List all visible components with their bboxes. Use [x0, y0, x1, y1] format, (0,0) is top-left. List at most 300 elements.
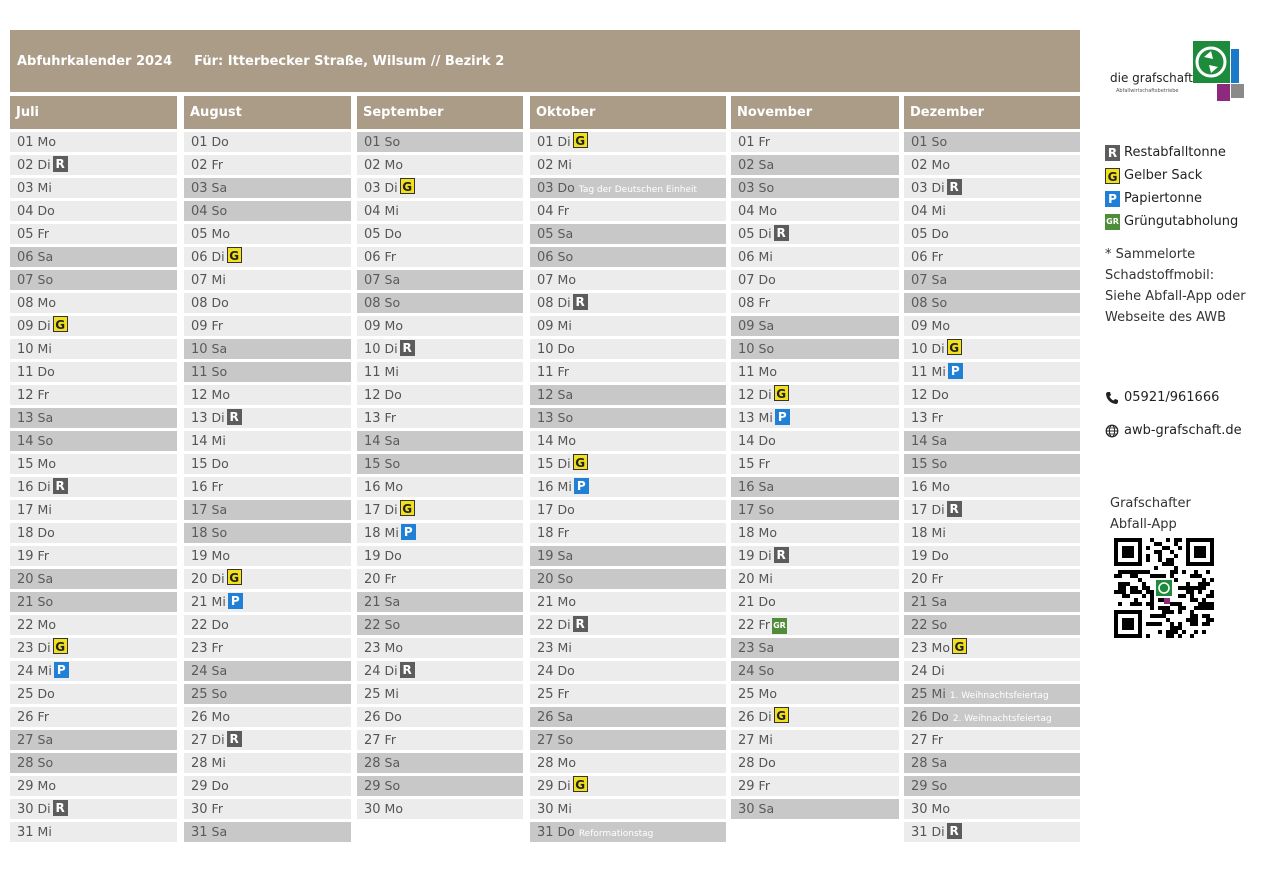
- legend-item: [1105, 164, 1238, 187]
- month-header: Dezember: [904, 96, 1080, 129]
- day-row: [904, 707, 1080, 727]
- weekday-label: Mi: [557, 318, 572, 333]
- day-number: 26: [364, 710, 381, 725]
- day-number: 01: [537, 135, 554, 150]
- day-row: [10, 293, 177, 313]
- day-row: [184, 385, 351, 405]
- weekday-label: Mo: [211, 387, 230, 402]
- day-number: 24: [738, 664, 755, 679]
- weekday-label: Do: [557, 502, 575, 517]
- day-row: [904, 799, 1080, 819]
- day-row: [904, 155, 1080, 175]
- day-number: 11: [17, 365, 34, 380]
- legend-badge-g: G: [1105, 168, 1120, 184]
- day-row: [731, 431, 899, 451]
- day-row: [731, 224, 899, 244]
- collection-badge-g: G: [952, 638, 967, 654]
- day-row: [357, 592, 523, 612]
- day-row: [731, 615, 899, 635]
- day-number: 24: [17, 664, 34, 679]
- day-row: [10, 178, 177, 198]
- day-row: [530, 500, 726, 520]
- day-row: [530, 155, 726, 175]
- holiday-note: 2. Weihnachtsfeiertag: [952, 714, 1052, 724]
- day-row: [184, 155, 351, 175]
- month-header: August: [184, 96, 351, 129]
- day-row: [731, 546, 899, 566]
- day-number: 07: [738, 273, 755, 288]
- weekday-label: Sa: [211, 341, 228, 356]
- collection-badge-g: G: [400, 500, 415, 516]
- note-line: * Sammelorte: [1105, 247, 1196, 262]
- day-number: 22: [364, 618, 381, 633]
- day-number: 20: [364, 572, 381, 587]
- day-number: 23: [537, 641, 554, 656]
- day-number: 13: [537, 411, 554, 426]
- day-row: [731, 569, 899, 589]
- weekday-label: Do: [758, 755, 776, 770]
- day-row: [184, 500, 351, 520]
- day-number: 02: [364, 158, 381, 173]
- website-link[interactable]: awb-grafschaft.de: [1124, 423, 1242, 438]
- month-column: [357, 96, 523, 822]
- day-row: [530, 247, 726, 267]
- day-number: 19: [17, 549, 34, 564]
- phone-icon: [1105, 391, 1119, 405]
- day-number: 07: [17, 273, 34, 288]
- weekday-label: Mi: [758, 732, 773, 747]
- day-row: [530, 339, 726, 359]
- day-number: 15: [364, 457, 381, 472]
- day-number: 18: [17, 526, 34, 541]
- collection-badge-r: R: [400, 662, 415, 678]
- day-row: [530, 707, 726, 727]
- day-row: [184, 822, 351, 842]
- day-number: 08: [911, 296, 928, 311]
- day-number: 28: [738, 756, 755, 771]
- day-row: [10, 454, 177, 474]
- collection-badge-g: G: [573, 454, 588, 470]
- day-row: [184, 730, 351, 750]
- day-row: [530, 408, 726, 428]
- weekday-label: Sa: [384, 594, 401, 609]
- weekday-label: Sa: [758, 157, 775, 172]
- day-number: 12: [911, 388, 928, 403]
- day-number: 04: [738, 204, 755, 219]
- day-number: 02: [537, 158, 554, 173]
- day-row: [731, 592, 899, 612]
- day-number: 31: [17, 825, 34, 840]
- day-row: [357, 155, 523, 175]
- day-row: [904, 132, 1080, 152]
- month-header: September: [357, 96, 523, 129]
- day-number: 25: [537, 687, 554, 702]
- weekday-label: Mo: [211, 709, 230, 724]
- day-number: 30: [537, 802, 554, 817]
- day-number: 26: [537, 710, 554, 725]
- weekday-label: Fr: [557, 364, 569, 379]
- weekday-label: Sa: [758, 479, 775, 494]
- app-label-line: Grafschafter: [1110, 496, 1191, 511]
- collection-badge-g: G: [947, 339, 962, 355]
- day-number: 26: [738, 710, 755, 725]
- day-row: [10, 316, 177, 336]
- day-number: 08: [191, 296, 208, 311]
- day-number: 26: [17, 710, 34, 725]
- day-row: [904, 316, 1080, 336]
- weekday-label: Mi: [557, 157, 572, 172]
- day-number: 20: [537, 572, 554, 587]
- weekday-label: So: [557, 249, 574, 264]
- collection-badge-r: R: [774, 547, 789, 563]
- weekday-label: Di: [211, 732, 225, 747]
- weekday-label: So: [211, 203, 228, 218]
- weekday-label: Di: [211, 571, 225, 586]
- legend-label: Papiertonne: [1124, 191, 1202, 206]
- day-number: 15: [738, 457, 755, 472]
- day-row: [731, 247, 899, 267]
- weekday-label: Fr: [384, 249, 396, 264]
- day-row: [904, 822, 1080, 842]
- day-row: [731, 454, 899, 474]
- day-number: 05: [364, 227, 381, 242]
- qr-code-icon[interactable]: [1114, 538, 1214, 638]
- day-row: [731, 178, 899, 198]
- weekday-label: Do: [557, 341, 575, 356]
- day-row: [904, 500, 1080, 520]
- day-number: 30: [191, 802, 208, 817]
- note-line: Webseite des AWB: [1105, 310, 1227, 325]
- weekday-label: Sa: [557, 387, 574, 402]
- day-row: [184, 362, 351, 382]
- weekday-label: Mo: [37, 617, 56, 632]
- day-number: 29: [911, 779, 928, 794]
- weekday-label: Di: [211, 249, 225, 264]
- brand-subtitle: Abfallwirtschaftsbetriebe: [1116, 88, 1179, 94]
- day-number: 31: [537, 825, 554, 840]
- day-row: [184, 454, 351, 474]
- month-column: [184, 96, 351, 845]
- weekday-label: So: [211, 686, 228, 701]
- app-label: [1110, 493, 1230, 535]
- day-row: [10, 799, 177, 819]
- month-column: [10, 96, 177, 845]
- day-number: 07: [537, 273, 554, 288]
- day-row: [530, 753, 726, 773]
- weekday-label: So: [931, 617, 948, 632]
- day-number: 25: [911, 687, 928, 702]
- day-row: [357, 247, 523, 267]
- day-number: 04: [364, 204, 381, 219]
- weekday-label: Mi: [37, 502, 52, 517]
- day-row: [530, 178, 726, 198]
- day-row: [10, 155, 177, 175]
- weekday-label: Mo: [37, 456, 56, 471]
- day-number: 11: [364, 365, 381, 380]
- day-row: [10, 270, 177, 290]
- weekday-label: Mo: [758, 364, 777, 379]
- day-row: [10, 523, 177, 543]
- day-number: 24: [191, 664, 208, 679]
- day-number: 24: [364, 664, 381, 679]
- weekday-label: Mo: [211, 226, 230, 241]
- day-number: 09: [537, 319, 554, 334]
- weekday-label: Sa: [931, 272, 948, 287]
- day-row: [184, 661, 351, 681]
- collection-badge-p: P: [228, 593, 243, 609]
- weekday-label: Di: [384, 180, 398, 195]
- day-row: [530, 546, 726, 566]
- collection-badge-r: R: [947, 501, 962, 517]
- day-row: [904, 178, 1080, 198]
- weekday-label: Mi: [211, 755, 226, 770]
- day-row: [530, 132, 726, 152]
- day-row: [357, 477, 523, 497]
- day-number: 06: [537, 250, 554, 265]
- weekday-label: Mi: [211, 594, 226, 609]
- day-number: 13: [911, 411, 928, 426]
- day-row: [904, 592, 1080, 612]
- weekday-label: So: [557, 732, 574, 747]
- weekday-label: Fr: [557, 686, 569, 701]
- collection-badge-g: G: [400, 178, 415, 194]
- weekday-label: Do: [211, 295, 229, 310]
- day-number: 14: [537, 434, 554, 449]
- day-number: 06: [738, 250, 755, 265]
- day-number: 19: [738, 549, 755, 564]
- web-contact[interactable]: [1105, 423, 1242, 438]
- day-list: [357, 132, 523, 819]
- day-number: 10: [364, 342, 381, 357]
- weekday-label: Fr: [758, 134, 770, 149]
- day-row: [731, 661, 899, 681]
- day-row: [530, 270, 726, 290]
- day-number: 21: [537, 595, 554, 610]
- day-number: 01: [364, 135, 381, 150]
- collection-badge-p: P: [54, 662, 69, 678]
- collection-badge-g: G: [53, 316, 68, 332]
- day-row: [10, 339, 177, 359]
- weekday-label: Di: [384, 663, 398, 678]
- day-row: [530, 684, 726, 704]
- collection-badge-g: G: [774, 385, 789, 401]
- weekday-label: Mi: [37, 341, 52, 356]
- weekday-label: So: [758, 180, 775, 195]
- weekday-label: Fr: [37, 387, 49, 402]
- weekday-label: Sa: [211, 502, 228, 517]
- day-number: 15: [537, 457, 554, 472]
- day-list: [184, 132, 351, 842]
- day-row: [10, 753, 177, 773]
- day-row: [357, 638, 523, 658]
- day-number: 03: [537, 181, 554, 196]
- day-row: [184, 477, 351, 497]
- weekday-label: Di: [758, 548, 772, 563]
- day-row: [357, 707, 523, 727]
- day-row: [530, 293, 726, 313]
- weekday-label: Fr: [211, 318, 223, 333]
- day-number: 17: [537, 503, 554, 518]
- day-number: 28: [364, 756, 381, 771]
- day-number: 26: [911, 710, 928, 725]
- day-row: [731, 132, 899, 152]
- day-row: [357, 500, 523, 520]
- day-row: [731, 270, 899, 290]
- collection-badge-gr: GR: [772, 618, 787, 634]
- day-number: 19: [364, 549, 381, 564]
- weekday-label: So: [557, 410, 574, 425]
- collection-badge-g: G: [573, 132, 588, 148]
- day-number: 25: [364, 687, 381, 702]
- schadstoff-note: [1105, 244, 1265, 328]
- collection-badge-r: R: [53, 478, 68, 494]
- weekday-label: Sa: [931, 755, 948, 770]
- day-row: [10, 224, 177, 244]
- day-row: [731, 477, 899, 497]
- day-row: [731, 293, 899, 313]
- weekday-label: Di: [211, 410, 225, 425]
- brand-logo: [1108, 41, 1248, 103]
- weekday-label: Mo: [211, 548, 230, 563]
- weekday-label: So: [37, 755, 54, 770]
- day-number: 04: [537, 204, 554, 219]
- day-number: 19: [911, 549, 928, 564]
- day-row: [357, 569, 523, 589]
- day-number: 22: [911, 618, 928, 633]
- day-number: 14: [738, 434, 755, 449]
- collection-badge-r: R: [947, 179, 962, 195]
- day-number: 29: [191, 779, 208, 794]
- day-number: 17: [191, 503, 208, 518]
- weekday-label: Do: [384, 548, 402, 563]
- day-row: [731, 339, 899, 359]
- day-row: [530, 523, 726, 543]
- weekday-label: Do: [557, 663, 575, 678]
- day-row: [904, 730, 1080, 750]
- weekday-label: Mo: [557, 594, 576, 609]
- day-number: 03: [738, 181, 755, 196]
- weekday-label: Do: [931, 548, 949, 563]
- weekday-label: Sa: [384, 755, 401, 770]
- day-number: 06: [911, 250, 928, 265]
- day-row: [530, 224, 726, 244]
- day-row: [357, 132, 523, 152]
- day-row: [184, 316, 351, 336]
- day-row: [904, 270, 1080, 290]
- weekday-label: Di: [557, 778, 571, 793]
- day-number: 13: [17, 411, 34, 426]
- weekday-label: Mo: [384, 640, 403, 655]
- day-row: [357, 753, 523, 773]
- weekday-label: Fr: [557, 525, 569, 540]
- weekday-label: Do: [211, 778, 229, 793]
- day-row: [357, 615, 523, 635]
- month-header: Juli: [10, 96, 177, 129]
- day-row: [530, 385, 726, 405]
- day-row: [10, 408, 177, 428]
- day-list: [731, 132, 899, 819]
- day-number: 08: [537, 296, 554, 311]
- day-number: 12: [364, 388, 381, 403]
- weekday-label: Mi: [758, 571, 773, 586]
- day-row: [530, 822, 726, 842]
- day-number: 01: [17, 135, 34, 150]
- day-number: 21: [738, 595, 755, 610]
- day-number: 12: [738, 388, 755, 403]
- weekday-label: Mo: [758, 203, 777, 218]
- day-number: 10: [911, 342, 928, 357]
- weekday-label: Mi: [557, 640, 572, 655]
- day-number: 04: [911, 204, 928, 219]
- day-number: 01: [738, 135, 755, 150]
- weekday-label: Mi: [37, 180, 52, 195]
- day-number: 27: [191, 733, 208, 748]
- day-row: [357, 454, 523, 474]
- day-row: [10, 362, 177, 382]
- day-number: 28: [191, 756, 208, 771]
- day-row: [10, 201, 177, 221]
- legend-badge-p: P: [1105, 191, 1120, 207]
- day-number: 16: [364, 480, 381, 495]
- day-number: 08: [17, 296, 34, 311]
- weekday-label: Di: [37, 640, 51, 655]
- weekday-label: Fr: [758, 295, 770, 310]
- collection-badge-r: R: [227, 731, 242, 747]
- phone-contact: [1105, 390, 1219, 405]
- weekday-label: So: [211, 364, 228, 379]
- day-row: [731, 500, 899, 520]
- day-number: 12: [191, 388, 208, 403]
- day-number: 20: [17, 572, 34, 587]
- day-row: [10, 776, 177, 796]
- day-row: [904, 477, 1080, 497]
- weekday-label: So: [384, 134, 401, 149]
- day-row: [184, 615, 351, 635]
- day-row: [10, 730, 177, 750]
- day-row: [184, 592, 351, 612]
- day-number: 24: [911, 664, 928, 679]
- weekday-label: Di: [37, 318, 51, 333]
- day-row: [357, 523, 523, 543]
- weekday-label: Sa: [37, 571, 54, 586]
- day-row: [904, 408, 1080, 428]
- weekday-label: Di: [758, 709, 772, 724]
- day-row: [904, 247, 1080, 267]
- collection-badge-r: R: [53, 800, 68, 816]
- weekday-label: Sa: [557, 226, 574, 241]
- weekday-label: Sa: [758, 640, 775, 655]
- weekday-label: Do: [557, 824, 575, 839]
- day-number: 09: [191, 319, 208, 334]
- weekday-label: Mo: [931, 318, 950, 333]
- day-row: [731, 730, 899, 750]
- day-number: 07: [191, 273, 208, 288]
- day-row: [10, 247, 177, 267]
- day-row: [904, 661, 1080, 681]
- day-row: [357, 684, 523, 704]
- day-row: [530, 569, 726, 589]
- note-line: Schadstoffmobil:: [1105, 268, 1215, 283]
- day-row: [357, 385, 523, 405]
- day-number: 13: [191, 411, 208, 426]
- collection-badge-p: P: [401, 524, 416, 540]
- day-row: [731, 408, 899, 428]
- day-number: 01: [911, 135, 928, 150]
- app-label-line: Abfall-App: [1110, 517, 1177, 532]
- day-number: 17: [364, 503, 381, 518]
- day-row: [184, 546, 351, 566]
- collection-badge-r: R: [400, 340, 415, 356]
